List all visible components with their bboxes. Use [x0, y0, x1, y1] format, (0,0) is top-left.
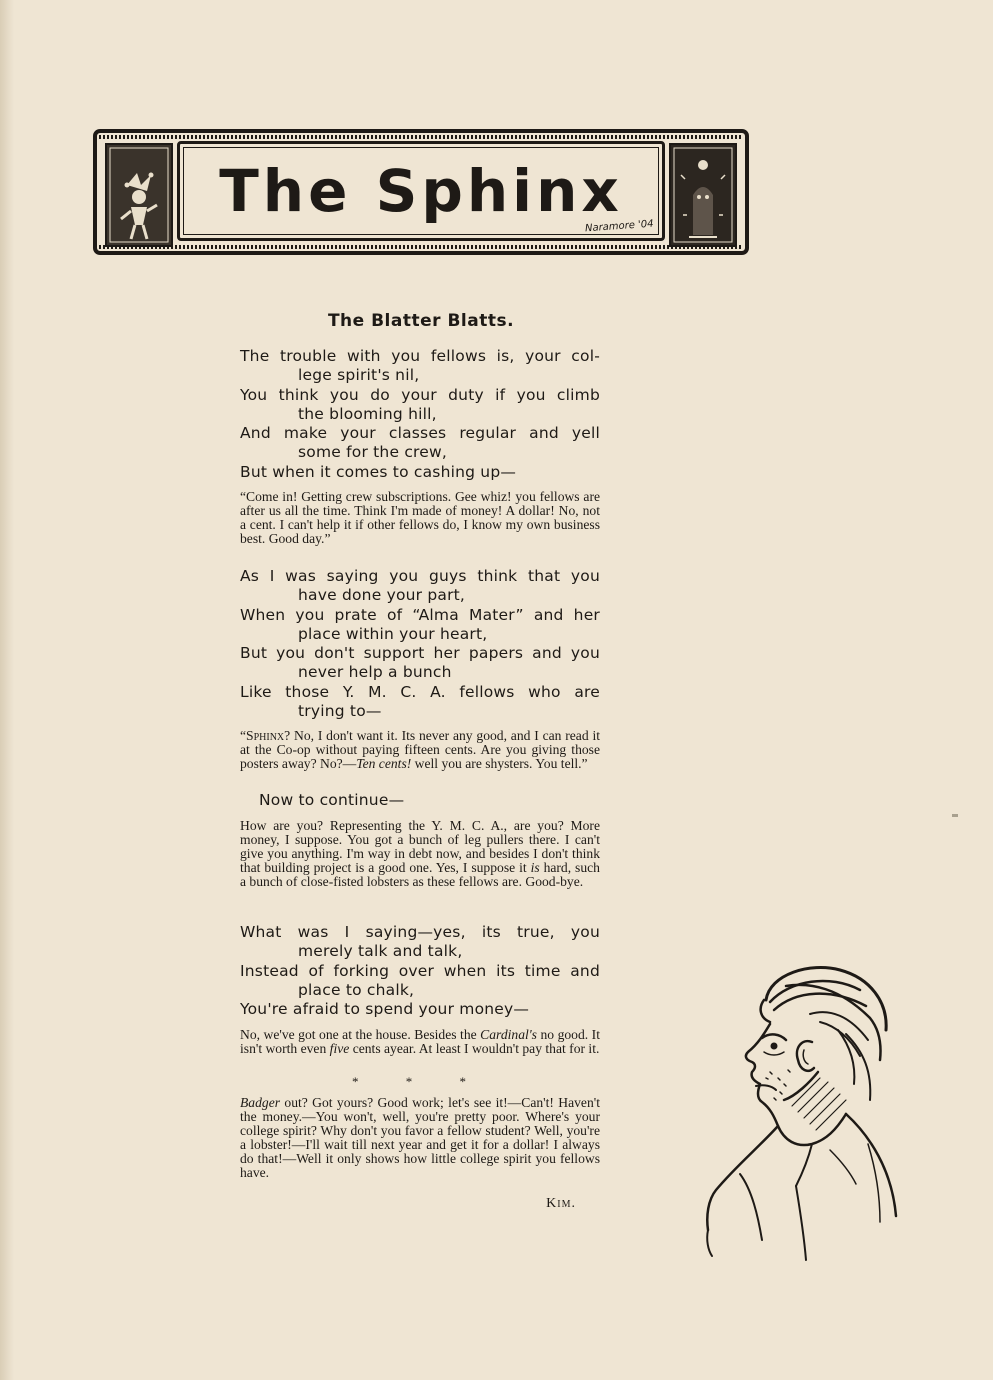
masthead-banner: [93, 129, 749, 255]
jester-icon: [105, 143, 173, 247]
poem-line: Instead of forking over when its time and: [240, 961, 600, 980]
prose-italic: five: [329, 1041, 350, 1056]
prose-text: “Come in! Getting crew subscriptions. Gee whiz! you fellows are after us all the time. Think I'm made of money! A dollar! No, not a cent. I can't help it if other fellows do, I know my own business best. Good day.”: [240, 489, 600, 546]
prose-italic: Ten cents!: [356, 756, 412, 771]
prose-paragraph-1: [240, 490, 600, 546]
poem-line: Like those Y. M. C. A. fellows who are: [240, 682, 600, 701]
prose-italic: Badger: [240, 1095, 281, 1110]
prose-italic: is: [530, 860, 540, 875]
page-mark: [952, 814, 958, 817]
poem-line: some for the crew,: [298, 443, 448, 462]
poem-line: You're afraid to spend your money—: [240, 1000, 530, 1019]
poem-line: never help a bunch: [298, 663, 452, 682]
prose-text: out? Got yours? Good work; let's see it!—Can't! Haven't the money.—You won't, well, you're pretty poor. Where's your college spirit? Why don't you favor a fellow student? Well, you're a lobster!—I'll wait till next year and get it for a dollar! I always do that!—Well it only shows how little college spirit you fellows have.: [240, 1095, 600, 1180]
poem-line: have done your part,: [298, 586, 466, 605]
prose-text: No, we've got one at the house. Besides the: [240, 1027, 481, 1042]
prose-text: hard, such a bunch of close-fisted lobsters as these fellows are. Good-bye.: [240, 860, 600, 889]
masthead-title-frame: [177, 141, 665, 241]
section-break-stars: * * *: [352, 1074, 488, 1089]
prose-text: cents ayear. At least I wouldn't pay that for it.: [349, 1041, 600, 1056]
prose-paragraph-4: [240, 1028, 600, 1056]
page-binding-edge: [0, 0, 14, 1380]
caricature-illustration: [700, 960, 910, 1280]
prose-text: no good. It isn't worth even: [240, 1027, 600, 1056]
poem-stanza-1: [240, 347, 600, 482]
sphinx-icon: [669, 143, 737, 247]
author-signature: Kim.: [546, 1196, 576, 1211]
poem-line: When you prate of “Alma Mater” and her: [240, 605, 600, 624]
poem-line: place to chalk,: [298, 980, 415, 999]
poem-line: lege spirit's nil,: [298, 366, 420, 385]
poem-line: But when it comes to cashing up—: [240, 462, 517, 481]
poem-line: The trouble with you fellows is, your col-: [240, 347, 600, 365]
poem-line: But you don't support her papers and you: [240, 644, 600, 663]
poem-line: trying to—: [298, 702, 382, 721]
prose-italic: Cardinal's: [480, 1027, 537, 1042]
poem-stanza-2: [240, 567, 600, 721]
article-title: The Blatter Blatts.: [327, 311, 515, 331]
artist-signature: Naramore '04: [585, 218, 655, 235]
poem-stanza-3: [240, 923, 600, 1019]
poem-line: Now to continue—: [259, 791, 405, 809]
prose-text: well you are shysters. You tell.”: [411, 756, 588, 771]
poem-line: place within your heart,: [298, 624, 488, 643]
poem-line: merely talk and talk,: [298, 942, 463, 961]
prose-text: “Sphinx: [240, 728, 285, 743]
poem-line: As I was saying you guys think that you: [240, 567, 600, 585]
prose-paragraph-2: [240, 729, 600, 771]
poem-line: And make your classes regular and yell: [240, 424, 600, 443]
prose-text: ? No, I don't want it. Its never any good, and I can read it at the Co-op without paying fifteen cents. Are you giving those posters away? No?—: [240, 728, 600, 771]
prose-paragraph-3: [240, 819, 600, 889]
masthead-title: The Sphinx: [219, 157, 623, 225]
prose-text: How are you? Representing the Y. M. C. A., are you? More money, I suppose. You got a bunch of leg pullers there. I can't give you anything. I'm way in debt now, and besides I don't think that building project is a good one. Yes, I suppose it: [240, 818, 600, 875]
poem-line: the blooming hill,: [298, 404, 437, 423]
continue-line: [259, 791, 559, 810]
prose-paragraph-5: [240, 1096, 600, 1180]
poem-line: What was I saying—yes, its true, you: [240, 923, 600, 941]
poem-line: You think you do your duty if you climb: [240, 385, 600, 404]
